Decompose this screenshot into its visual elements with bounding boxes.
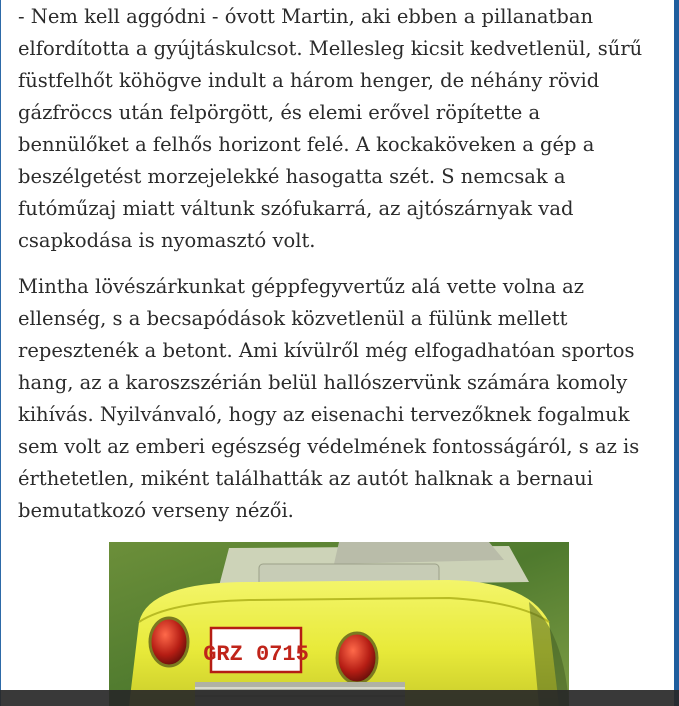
text-line: füstfelhőt köhögve indult a három henger, de néhány rövid xyxy=(18,69,600,92)
license-plate-text: GRZ 0715 xyxy=(203,642,309,667)
text-line: gázfröccs után felpörgött, és elemi erővel röpítette a xyxy=(18,101,541,124)
text-line: kihívás. Nyilvánvaló, hogy az eisenachi tervezőknek fogalmuk xyxy=(18,403,630,426)
text-line: hang, az a karoszszérián belül hallószervünk számára komoly xyxy=(18,371,628,394)
car-photo-illustration xyxy=(109,542,569,706)
text-line: csapkodása is nyomasztó volt. xyxy=(18,229,316,252)
paragraph-2 xyxy=(18,271,658,527)
paragraph-1 xyxy=(18,1,658,257)
article-photo-car-rear xyxy=(109,542,569,706)
text-line: ellenség, s a becsapódások közvetlenül a fülünk mellett xyxy=(18,307,568,330)
text-line: bemutatkozó verseny nézői. xyxy=(18,499,294,522)
text-line: - Nem kell aggódni - óvott Martin, aki ebben a pillanatban xyxy=(18,5,594,28)
bottom-overlay-bar xyxy=(0,690,679,706)
right-scroll-rail[interactable] xyxy=(674,0,679,706)
text-line: elfordította a gyújtáskulcsot. Mellesleg kicsit kedvetlenül, sűrű xyxy=(18,37,643,60)
text-line: Mintha lövészárkunkat géppfegyvertűz alá vette volna az xyxy=(18,275,585,298)
text-line: repesztenék a betont. Ami kívülről még elfogadhatóan sportos xyxy=(18,339,635,362)
text-line: sem volt az emberi egészség védelmének fontosságáról, s az is xyxy=(18,435,640,458)
left-border xyxy=(0,0,1,706)
text-line: bennülőket a felhős horizont felé. A kockaköveken a gép a xyxy=(18,133,595,156)
text-line: érthetetlen, miként találhatták az autót halknak a bernaui xyxy=(18,467,593,490)
text-line: beszélgetést morzejelekké hasogatta szét. S nemcsak a xyxy=(18,165,566,188)
text-line: futóműzaj miatt váltunk szófukarrá, az ajtószárnyak vad xyxy=(18,197,574,220)
